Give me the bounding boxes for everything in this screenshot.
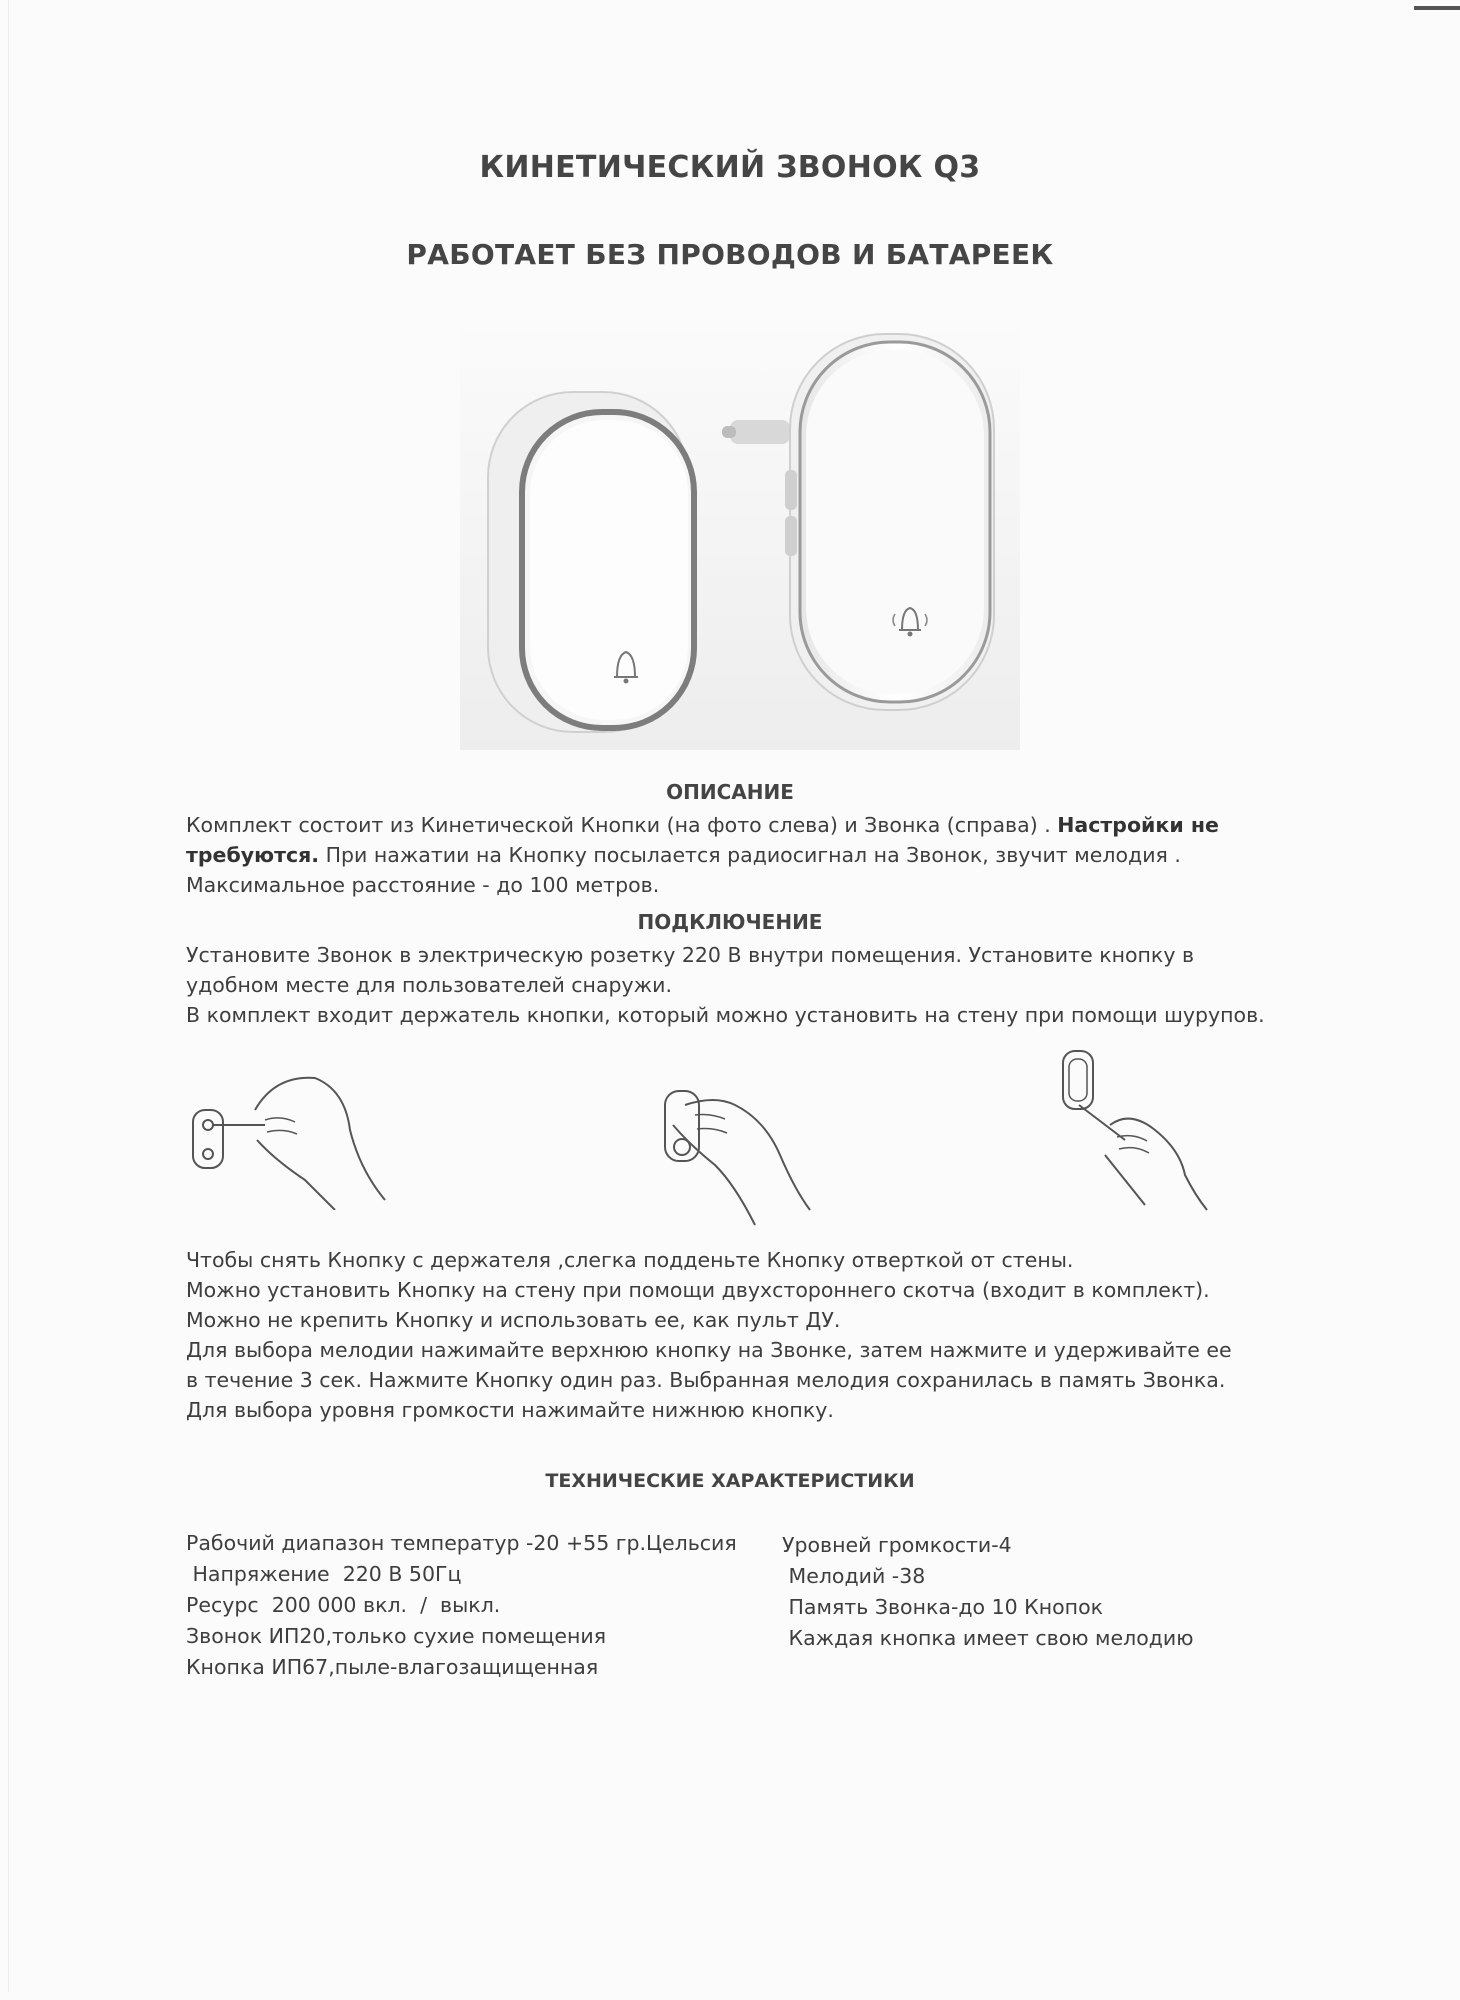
instruction-line: в течение 3 сек. Нажмите Кнопку один раз. Выбранная мелодия сохранилась в память Звонка.: [186, 1368, 1226, 1392]
product-photo: [460, 320, 1020, 750]
instruction-line: Для выбора уровня громкости нажимайте нижнюю кнопку.: [186, 1398, 834, 1422]
instruction-line: Для выбора мелодии нажимайте верхнюю кнопку на Звонке, затем нажмите и удерживайте ее: [186, 1338, 1232, 1362]
description-text: [186, 810, 1296, 900]
spec-item: Каждая кнопка имеет свою мелодию: [782, 1626, 1194, 1650]
description-line1-bold: Настройки не: [1057, 813, 1219, 837]
instruction-line: Можно не крепить Кнопку и использовать ее, как пульт ДУ.: [186, 1308, 841, 1332]
connection-line: Установите Звонок в электрическую розетку 220 В внутри помещения. Установите кнопку в: [186, 943, 1195, 967]
instruction-line: Можно установить Кнопку на стену при помощи двухстороннего скотча (входит в комплект).: [186, 1278, 1210, 1302]
spec-item: Ресурс 200 000 вкл. / выкл.: [186, 1593, 501, 1617]
spec-item: Рабочий диапазон температур -20 +55 гр.Цельсия: [186, 1531, 737, 1555]
kinetic-button-device: [488, 392, 694, 732]
doorbell-receiver: [785, 334, 994, 710]
description-line2: При нажатии на Кнопку посылается радиосигнал на Звонок, звучит мелодия .: [325, 843, 1181, 867]
spec-item: Мелодий -38: [782, 1564, 926, 1588]
receiver-plug: [722, 420, 790, 444]
spec-item: Уровней громкости-4: [782, 1533, 1012, 1557]
spec-item: Звонок ИП20,только сухие помещения: [186, 1624, 607, 1648]
page-subtitle: РАБОТАЕТ БЕЗ ПРОВОДОВ И БАТАРЕЕК: [406, 238, 1054, 271]
spec-item: Кнопка ИП67,пыле-влагозащищенная: [186, 1655, 599, 1679]
specs-heading: ТЕХНИЧЕСКИЕ ХАРАКТЕРИСТИКИ: [545, 1470, 915, 1492]
mounting-illustration-remove: [1055, 1045, 1215, 1215]
instruction-line: Чтобы снять Кнопку с держателя ,слегка подденьте Кнопку отверткой от стены.: [186, 1248, 1074, 1272]
description-line1: Комплект состоит из Кинетической Кнопки (на фото слева) и Звонка (справа) .: [186, 813, 1051, 837]
connection-line: В комплект входит держатель кнопки, который можно установить на стену при помощи шурупов.: [186, 1003, 1265, 1027]
spec-item: Напряжение 220 В 50Гц: [186, 1562, 462, 1586]
spec-item: Память Звонка-до 10 Кнопок: [782, 1595, 1104, 1619]
melody-side-button: [785, 470, 797, 510]
page-title: КИНЕТИЧЕСКИЙ ЗВОНОК Q3: [479, 150, 981, 185]
connection-line: удобном месте для пользователей снаружи.: [186, 973, 672, 997]
description-line3: Максимальное расстояние - до 100 метров.: [186, 873, 660, 897]
specs-left-column: [186, 1528, 737, 1683]
scan-edge-mark: [1414, 6, 1460, 10]
description-heading: ОПИСАНИЕ: [666, 780, 794, 804]
specs-right-column: [782, 1530, 1194, 1654]
instructions-text: [186, 1245, 1296, 1425]
volume-side-button: [785, 516, 797, 556]
mounting-illustration-screwing: [185, 1070, 395, 1210]
connection-text: [186, 940, 1296, 1030]
mounting-illustration-attach: [655, 1085, 825, 1230]
connection-heading: ПОДКЛЮЧЕНИЕ: [637, 910, 823, 934]
description-line2-bold: требуются.: [186, 843, 320, 867]
